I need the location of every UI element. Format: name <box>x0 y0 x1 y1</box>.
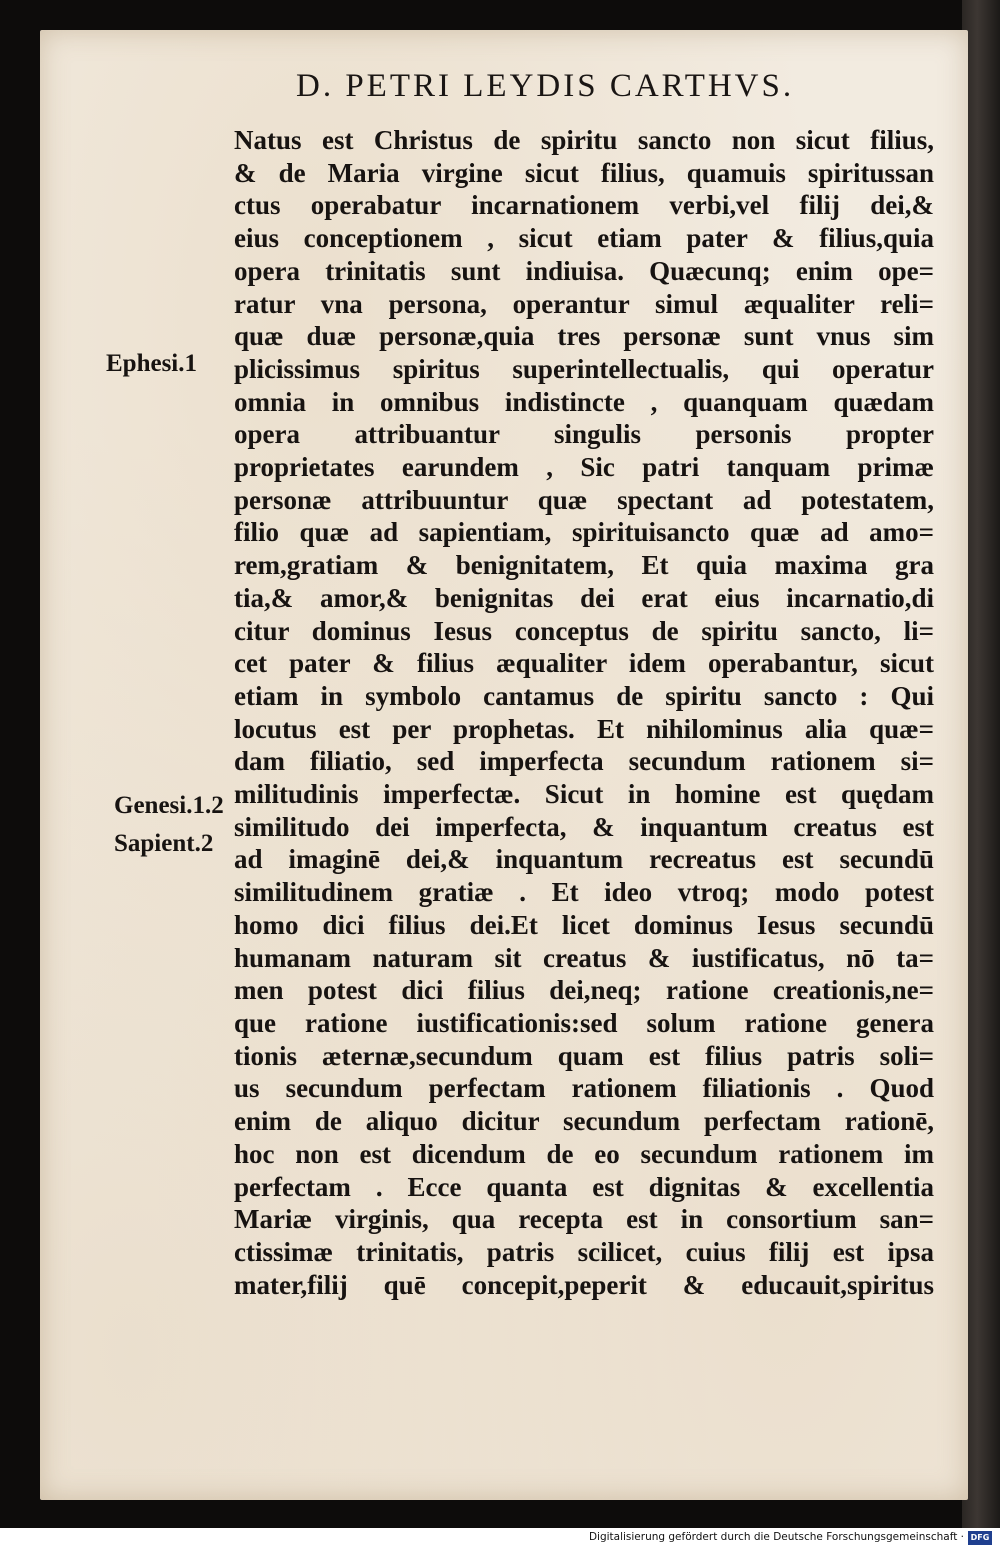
footer-bar <box>0 1528 1000 1548</box>
text-line: men potest dici filius dei,neq; ratione creationis,ne= <box>234 975 934 1006</box>
text-line: tionis æternæ,secundum quam est filius patris soli= <box>234 1040 934 1071</box>
running-title: D. PETRI LEYDIS CARTHVS. <box>296 68 795 104</box>
text-line: ratur vna persona, operantur simul æqualiter reli= <box>234 288 934 319</box>
text-line: similitudinem gratiæ . Et ideo vtroq; modo potest <box>234 877 934 908</box>
funding-credit: Digitalisierung gefördert durch die Deutsche Forschungsgemeinschaft · <box>588 1531 964 1543</box>
text-line: citur dominus Iesus conceptus de spiritu sancto, li= <box>234 615 934 646</box>
text-line: us secundum perfectam rationem filiationis . Quod <box>234 1073 934 1104</box>
text-line: militudinis imperfectæ. Sicut in homine est quędam <box>234 779 934 810</box>
text-line: etiam in symbolo cantamus de spiritu sancto : Qui <box>234 680 934 711</box>
text-line: Mariæ virginis, qua recepta est in consortium san= <box>234 1204 934 1235</box>
text-line: humanam naturam sit creatus & iustificatus, nō ta= <box>234 942 934 973</box>
text-line: opera trinitatis sunt indiuisa. Quæcunq; enim ope= <box>234 255 934 286</box>
text-line: plicissimus spiritus superintellectualis, qui operatur <box>234 353 934 384</box>
text-line: homo dici filius dei.Et licet dominus Iesus secundū <box>234 909 934 940</box>
dfg-logo[interactable]: DFG <box>968 1531 992 1545</box>
text-line: ad imaginē dei,& inquantum recreatus est secundū <box>234 844 934 875</box>
margin-note-sapientia: Sapient.2 <box>114 830 214 857</box>
text-line: similitudo dei imperfecta, & inquantum creatus est <box>234 811 934 842</box>
text-line: & de Maria virgine sicut filius, quamuis spiritussan <box>234 157 934 188</box>
margin-note-ephesians: Ephesi.1 <box>106 350 198 377</box>
text-line: cet pater & filius æqualiter idem operabantur, sicut <box>234 648 934 679</box>
text-line: rem,gratiam & benignitatem, Et quia maxima gra <box>234 550 934 581</box>
text-line: Natus est Christus de spiritu sancto non sicut filius, <box>234 125 934 155</box>
text-line: hoc non est dicendum de eo secundum rationem im <box>234 1138 934 1169</box>
text-line: eius conceptionem , sicut etiam pater & filius,quia <box>234 223 934 254</box>
text-line: proprietates earundem , Sic patri tanquam primæ <box>234 452 934 483</box>
text-line: opera attribuantur singulis personis propter <box>234 419 934 450</box>
text-line: enim de aliquo dicitur secundum perfectam rationē, <box>234 1106 934 1137</box>
text-line: que ratione iustificationis:sed solum ratione genera <box>234 1007 934 1038</box>
text-line: omnia in omnibus indistincte , quanquam quædam <box>234 386 934 417</box>
text-line: mater,filij quē concepit,peperit & educauit,spiritus <box>234 1269 934 1300</box>
margin-note-genesis: Genesi.1.2 <box>114 792 224 819</box>
text-line: locutus est per prophetas. Et nihilominus alia quæ= <box>234 713 934 744</box>
text-line: personæ attribuuntur quæ spectant ad potestatem, <box>234 484 934 515</box>
text-line: tia,& amor,& benignitas dei erat eius incarnatio,di <box>234 582 934 613</box>
text-line: filio quæ ad sapientiam, spirituisancto quæ ad amo= <box>234 517 934 548</box>
text-line: dam filiatio, sed imperfecta secundum rationem si= <box>234 746 934 777</box>
text-line: quæ duæ personæ,quia tres personæ sunt vnus sim <box>234 321 934 352</box>
text-line: perfectam . Ecce quanta est dignitas & excellentia <box>234 1171 934 1202</box>
body-text-block <box>234 124 934 1301</box>
text-line: ctissimæ trinitatis, patris scilicet, cuius filij est ipsa <box>234 1236 934 1267</box>
text-line: ctus operabatur incarnationem verbi,vel filij dei,& <box>234 190 934 221</box>
